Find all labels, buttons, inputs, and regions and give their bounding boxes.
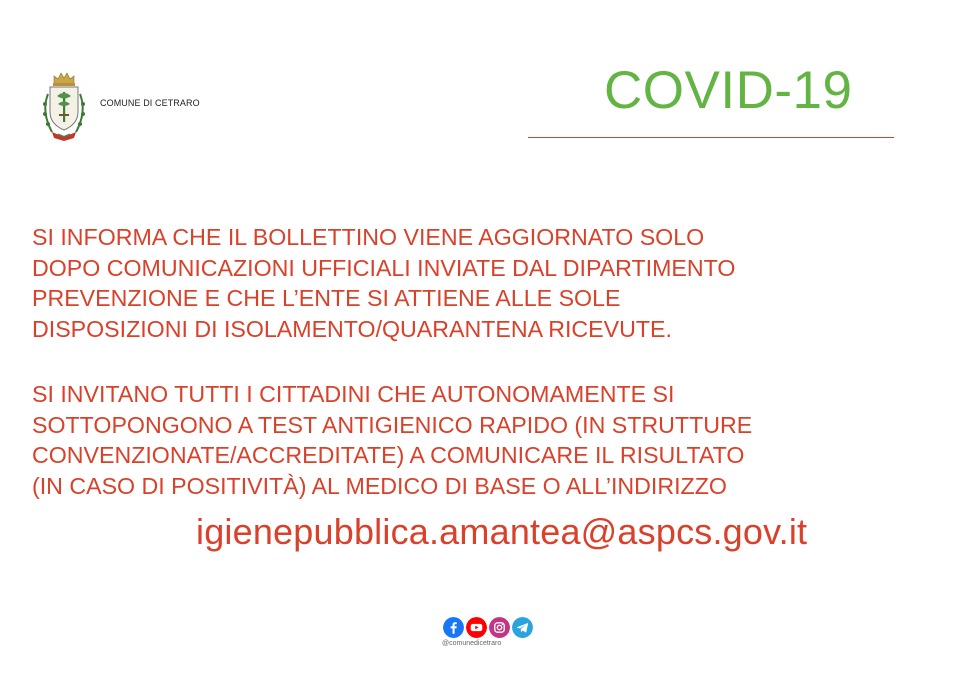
title-underline [528, 137, 894, 138]
notice-line: SI INVITANO TUTTI I CITTADINI CHE AUTONOMAMENTE SI [32, 381, 675, 407]
notice-paragraph-2 [32, 379, 912, 501]
telegram-icon[interactable] [512, 617, 533, 638]
municipality-name: COMUNE DI CETRARO [100, 98, 200, 108]
social-icons [443, 617, 533, 638]
notice-line: DISPOSIZIONI DI ISOLAMENTO/QUARANTENA RICEVUTE. [32, 315, 672, 342]
facebook-icon[interactable] [443, 617, 464, 638]
notice-line: CONVENZIONATE/ACCREDITATE) A COMUNICARE IL RISULTATO [32, 442, 745, 468]
notice-line: DOPO COMUNICAZIONI UFFICIALI INVIATE DAL DIPARTIMENTO [32, 254, 736, 281]
municipal-crest-icon [38, 70, 90, 142]
youtube-icon[interactable] [466, 617, 487, 638]
instagram-icon[interactable] [489, 617, 510, 638]
page-title: COVID-19 [604, 61, 853, 120]
social-handle: @comunedicetraro [442, 640, 502, 647]
contact-email: igienepubblica.amantea@aspcs.gov.it [196, 511, 808, 552]
notice-line: SI INFORMA CHE IL BOLLETTINO VIENE AGGIORNATO SOLO [32, 224, 705, 250]
notice-line: (IN CASO DI POSITIVITÀ) AL MEDICO DI BASE O ALL’INDIRIZZO [32, 472, 727, 499]
notice-line: PREVENZIONE E CHE L’ENTE SI ATTIENE ALLE SOLE [32, 285, 621, 311]
notice-line: SOTTOPONGONO A TEST ANTIGIENICO RAPIDO (IN STRUTTURE [32, 411, 753, 438]
notice-paragraph-1 [32, 222, 912, 344]
